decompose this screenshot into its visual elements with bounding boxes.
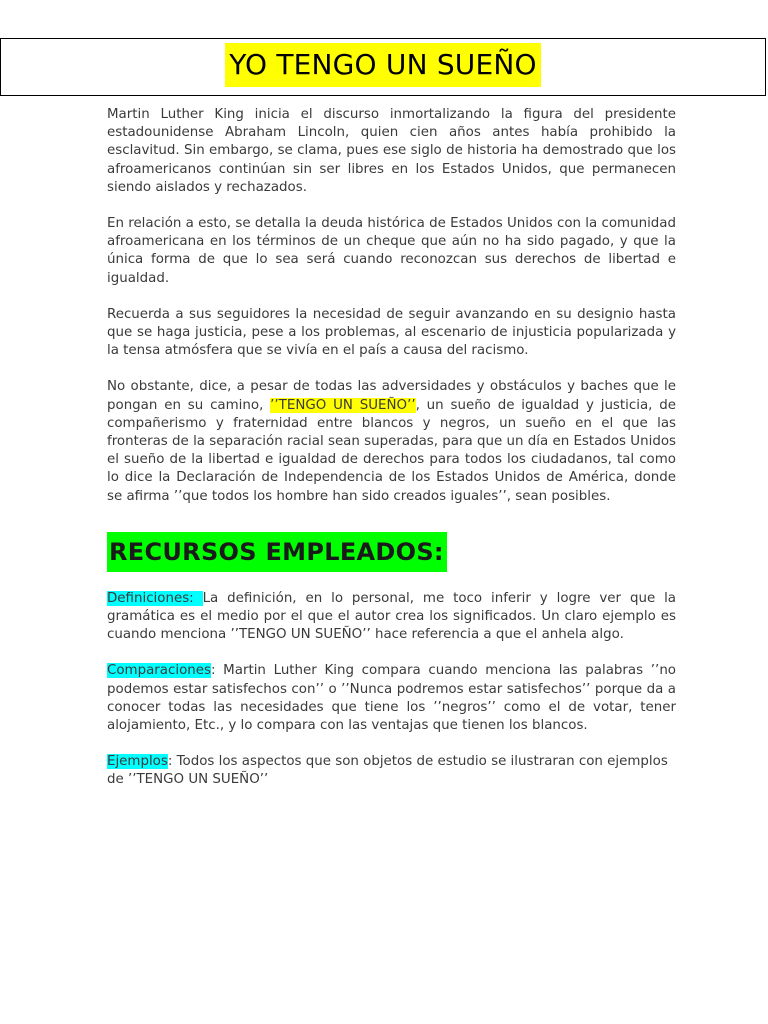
document-title: YO TENGO UN SUEÑO [225, 43, 541, 87]
section-heading: RECURSOS EMPLEADOS: [107, 532, 447, 572]
paragraph-4-text-start: No obstante, dice, a pesar de todas las adversidades y obstáculos y baches que le pongan en su camino, [107, 379, 676, 413]
highlighted-phrase: ’’TENGO UN SUEÑO’’ [270, 397, 416, 413]
paragraph-3: Recuerda a sus seguidores la necesidad de seguir avanzando en su designio hasta que se haga justicia, pese a los problemas, al escenario de injusticia popularizada y la tensa atmósfera que se vivía en el país a causa del racismo. [107, 306, 676, 359]
resource-ejemplos [107, 753, 676, 789]
paragraph-4-text-end: , un sueño de igualdad y justicia, de compañerismo y fraternidad entre blancos y negros, un sueño en el que las fronteras de la separación racial sean superadas, para que un día en Estados Unidos el sueño de la libertad e igualdad de derechos para todos los ciudadanos, tal como lo dice la Declaración de Independencia de los Estados Unidos de América, donde se afirma ’’que todos los hombre han sido creados iguales’’, sean posibles. [107, 397, 676, 504]
resource-comparaciones [107, 662, 676, 735]
title-box [0, 38, 766, 96]
resource-text-definiciones: La definición, en lo personal, me toco inferir y logre ver que la gramática es el medio por el que el autor crea los significados. Un claro ejemplo es cuando menciona ’’TENGO UN SUEÑO’’ hace referencia a que el anhela algo. [107, 590, 677, 643]
resource-label-ejemplos: Ejemplos [107, 754, 168, 770]
paragraph-1: Martin Luther King inicia el discurso inmortalizando la figura del presidente estadounidense Abraham Lincoln, quien cien años antes había prohibido la esclavitud. Sin embargo, se clama, pues ese siglo de historia ha demostrado que los afroamericanos continúan sin ser libres en los Estados Unidos, que permanecen siendo aislados y rechazados. [107, 107, 676, 195]
resource-label-comparaciones: Comparaciones [107, 663, 211, 679]
resource-label-definiciones: Definiciones: [107, 590, 203, 606]
paragraph-2: En relación a esto, se detalla la deuda histórica de Estados Unidos con la comunidad afroamericana en los términos de un cheque que aún no ha sido pagado, y que la única forma de que lo sea será cuando reconozcan sus derechos de libertad e igualdad. [107, 216, 676, 286]
resource-text-ejemplos: : Todos los aspectos que son objetos de estudio se ilustraran con ejemplos de ’’TENGO UN SUEÑO’’ [107, 754, 668, 788]
paragraph-4 [107, 378, 676, 505]
resource-text-comparaciones: : Martin Luther King compara cuando menciona las palabras ’’no podemos estar satisfechos con’’ o ’’Nunca podremos estar satisfechos’’ porque da a conocer todas las necesidades que tiene los ’’negros’’ como el de votar, tener alojamiento, Etc., y lo compara con las ventajas que tienen los blancos. [107, 663, 676, 734]
resource-definiciones [107, 590, 676, 645]
section-heading-wrapper [107, 524, 676, 590]
document-body [107, 106, 676, 808]
